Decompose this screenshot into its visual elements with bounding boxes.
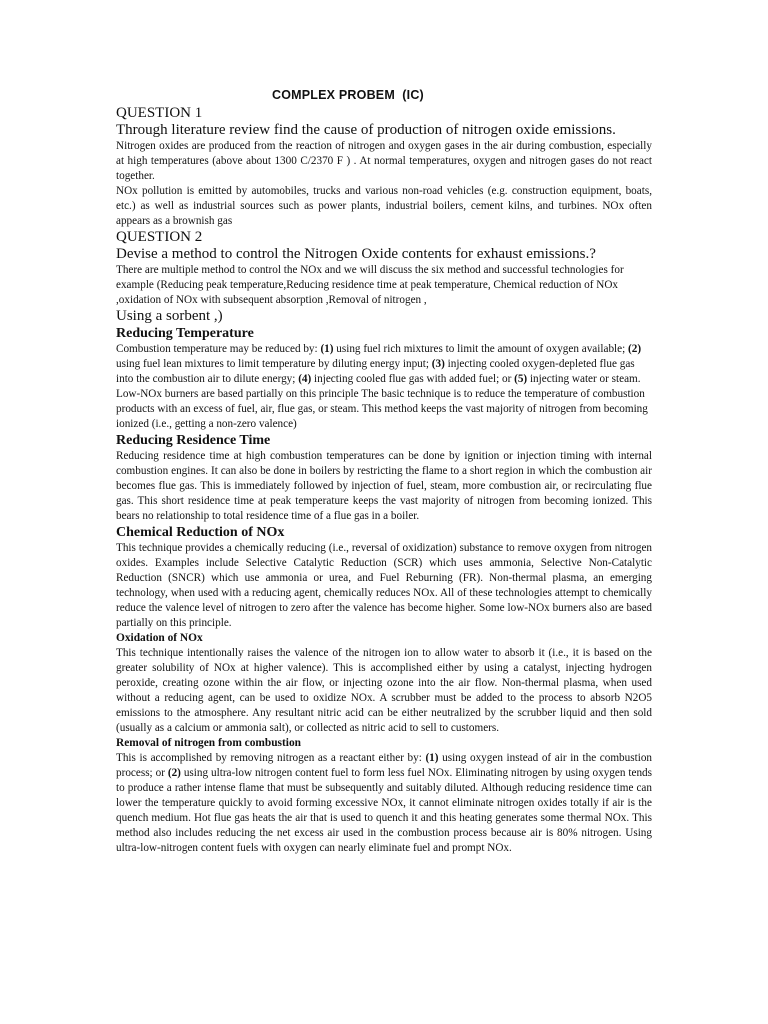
section-heading-chemical-reduction: Chemical Reduction of NOx [116,525,285,540]
section-heading-reducing-residence-time: Reducing Residence Time [116,433,271,448]
section-body-removal-of-nitrogen [116,751,652,856]
text-run: Combustion temperature may be reduced by: [116,343,321,355]
q1-paragraph-2: NOx pollution is emitted by automobiles, trucks and various non-road vehicles (e.g. construction equipment, boats, etc.) as well as industrial sources such as power plants, industrial boilers, cement kilns, and turbines. NOx often appears as a brownish gas [116,185,652,227]
question-2-label: QUESTION 2 [116,229,203,245]
list-number: (4) [298,373,312,385]
section-heading-removal-of-nitrogen: Removal of nitrogen from combustion [116,737,301,749]
section-body-reducing-temperature [116,342,652,432]
q2-intro: There are multiple method to control the NOx and we will discuss the six method and successful technologies for example (Reducing peak temperature,Reducing residence time at peak temperature, Chemical reduction of NOx ,oxidation of NOx with subsequent absorption ,Removal of nitrogen , [116,264,624,306]
list-number: (1) [425,752,439,764]
section-body-reducing-residence-time: Reducing residence time at high combustion temperatures can be done by ignition or injection timing with internal combustion engines. It can also be done in boilers by restricting the flame to a short region in which the combustion air becomes flue gas. This is immediately followed by injection of fuel, steam, more combustion air, or recirculating flue gas. This short residence time at peak temperature keeps the vast majority of nitrogen from becoming ionized. This bears no relationship to total residence time of a flue gas in a boiler. [116,450,652,522]
list-number: (2) [628,343,642,355]
text-run: using ultra-low nitrogen content fuel to form less fuel NOx. Eliminating nitrogen by using oxygen tends to produce a rather intense flame that must be subsequently and suitably diluted. Although reducing residence time can lower the temperature quickly to avoid forming excessive NOx, it cannot eliminate nitrogen oxides totally if air is the quench medium. Hot flue gas heats the air that is used to quench it and this heating generates some thermal NOx. This method also includes reducing the net excess air used in the combustion process because air is 80% nitrogen. Using ultra-low-nitrogen content fuels with oxygen can nearly eliminate fuel and prompt NOx. [116,767,652,854]
list-number: (2) [167,767,181,779]
text-run: injecting cooled flue gas with added fuel; or [311,373,515,385]
q1-paragraph-1: Nitrogen oxides are produced from the reaction of nitrogen and oxygen gases in the air during combustion, especially at high temperatures (above about 1300 C/2370 F ) . At normal temperatures, oxygen and nitrogen gases do not react together. [116,140,652,182]
question-2-text: Devise a method to control the Nitrogen Oxide contents for exhaust emissions.? [116,246,596,262]
text-run: injecting cooled oxygen-depleted flue gas into the combustion air to dilute energy; [116,358,635,385]
q2-intro-end: Using a sorbent ,) [116,308,223,324]
text-run: using oxygen instead of air in the combustion process; or [116,752,653,779]
section-body-oxidation: This technique intentionally raises the valence of the nitrogen ion to allow water to absorb it (i.e., it is based on the greater solubility of NOx at higher valence). This is accomplished either by using a catalyst, injecting hydrogen peroxide, creating ozone within the air flow, or injecting ozone into the air flow. Non-thermal plasma, when used without a reducing agent, can be used to oxidize NOx. A scrubber must be added to the process to absorb N2O5 emissions to the atmosphere. Any resultant nitric acid can be either neutralized by the scrubber liquid and then sold (usually as a calcium or ammonia salt), or collected as nitric acid to sell to customers. [116,647,652,734]
list-number: (1) [320,343,334,355]
list-number: (3) [431,358,445,370]
text-run: injecting water or steam. Low-NOx burners are based partially on this principle The basic technique is to reduce the temperature of combustion products with an excess of fuel, air, flue gas, or steam. This method keeps the vast majority of nitrogen from becoming ionized (i.e., getting a non-zero valence) [116,373,648,430]
text-run: using fuel lean mixtures to limit temperature by diluting energy input; [116,358,432,370]
text-run: This is accomplished by removing nitrogen as a reactant either by: [116,752,426,764]
section-body-chemical-reduction: This technique provides a chemically reducing (i.e., reversal of oxidization) substance to remove oxygen from nitrogen oxides. Examples include Selective Catalytic Reduction (SCR) which uses ammonia, Selective Non-Catalytic Reduction (SNCR) which use ammonia or urea, and Fuel Reburning (FR). Non-thermal plasma, an emerging technology, when used with a reducing agent, chemically reduces NOx. All of these technologies attempt to chemically reduce the valence level of nitrogen to zero after the valence has become higher. Some low-NOx burners also are based partially on this principle. [116,542,652,629]
document-body [116,105,652,856]
section-heading-reducing-temperature: Reducing Temperature [116,326,254,341]
section-heading-oxidation: Oxidation of NOx [116,632,203,644]
page-title: COMPLEX PROBEM (IC) [272,88,424,102]
question-1-text: Through literature review find the cause of production of nitrogen oxide emissions. [116,122,616,138]
list-number: (5) [514,373,528,385]
question-1-label: QUESTION 1 [116,105,203,121]
text-run: using fuel rich mixtures to limit the amount of oxygen available; [333,343,629,355]
